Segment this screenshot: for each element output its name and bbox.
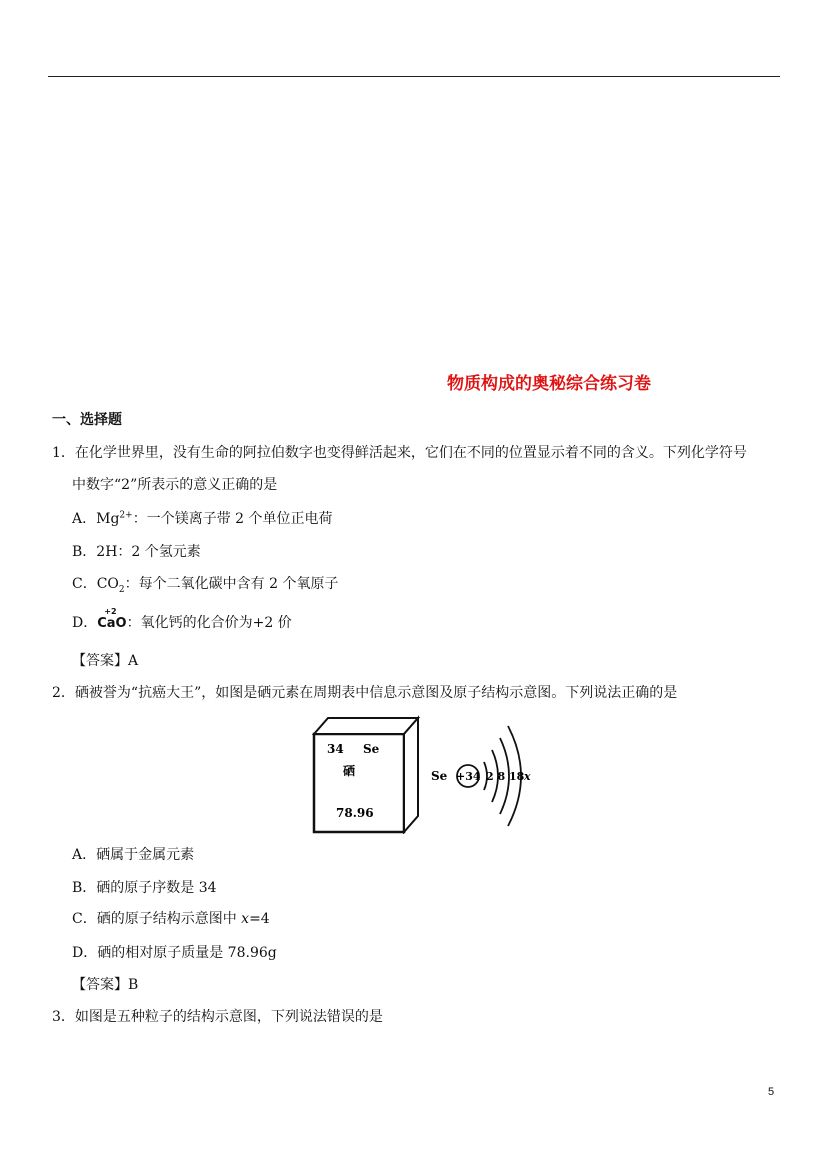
atom-symbol: Se [431, 769, 448, 783]
question-1-option-c [72, 573, 338, 595]
question-2-option-b: B．硒的原子序数是 34 [72, 880, 217, 896]
question-1-answer: 【答案】A [72, 653, 139, 669]
option-a-text: ：一个镁离子带 2 个单位正电荷 [132, 511, 333, 527]
cao-formula [97, 607, 127, 631]
selenium-figure [300, 712, 540, 834]
question-2-answer: 【答案】B [72, 977, 139, 993]
option-c-subscript: 2 [118, 584, 125, 595]
element-symbol: Se [363, 742, 380, 756]
element-name: 硒 [343, 764, 356, 778]
option-c-text: ：每个二氧化碳中含有 2 个氧原子 [124, 576, 339, 592]
question-2-option-c [72, 908, 270, 928]
atomic-mass: 78.96 [336, 806, 374, 820]
page-title: 物质构成的奥秘综合练习卷 [447, 374, 651, 394]
option-c-formula: C．CO [72, 576, 119, 592]
option-a-charge: 2+ [119, 510, 133, 521]
atomic-number: 34 [327, 742, 344, 756]
section-heading: 一、选择题 [52, 412, 122, 428]
question-2-option-d: D．硒的相对原子质量是 78.96g [72, 945, 277, 961]
periodic-cell-diagram [314, 718, 418, 832]
option-d-text: ：氧化钙的化合价为+2 价 [126, 615, 292, 631]
question-1-option-d [72, 607, 292, 632]
question-2-line-1: 2．硒被誉为“抗癌大王”，如图是硒元素在周期表中信息示意图及原子结构示意图。下列说法正确的是 [52, 685, 678, 701]
atom-structure-diagram [431, 726, 531, 826]
question-2-option-a: A．硒属于金属元素 [72, 847, 195, 863]
option-c-variable: x [241, 911, 250, 927]
nucleus-charge: +34 [456, 770, 481, 783]
cao-valence: +2 [104, 607, 117, 616]
question-1-line-2: 中数字“2”所表示的意义正确的是 [72, 477, 278, 493]
question-1-option-b: B．2H：2 个氢元素 [72, 544, 201, 560]
page-number: 5 [768, 1086, 775, 1098]
option-d-prefix: D． [72, 615, 98, 631]
outer-shell-x: x [524, 770, 531, 783]
question-1-line-1: 1．在化学世界里，没有生命的阿拉伯数字也变得鲜活起来，它们在不同的位置显示着不同的含义。下列化学符号 [52, 445, 747, 461]
option-a-formula: A．Mg [72, 511, 120, 527]
option-c-value: =4 [249, 911, 270, 927]
electron-shells: 2 8 18 [486, 770, 525, 783]
question-1-option-a [72, 508, 333, 528]
option-c-prefix: C．硒的原子结构示意图中 [72, 911, 242, 927]
header-rule [48, 76, 780, 77]
question-3-line-1: 3．如图是五种粒子的结构示意图，下列说法错误的是 [52, 1009, 383, 1025]
cao-text: CaO [97, 616, 127, 631]
